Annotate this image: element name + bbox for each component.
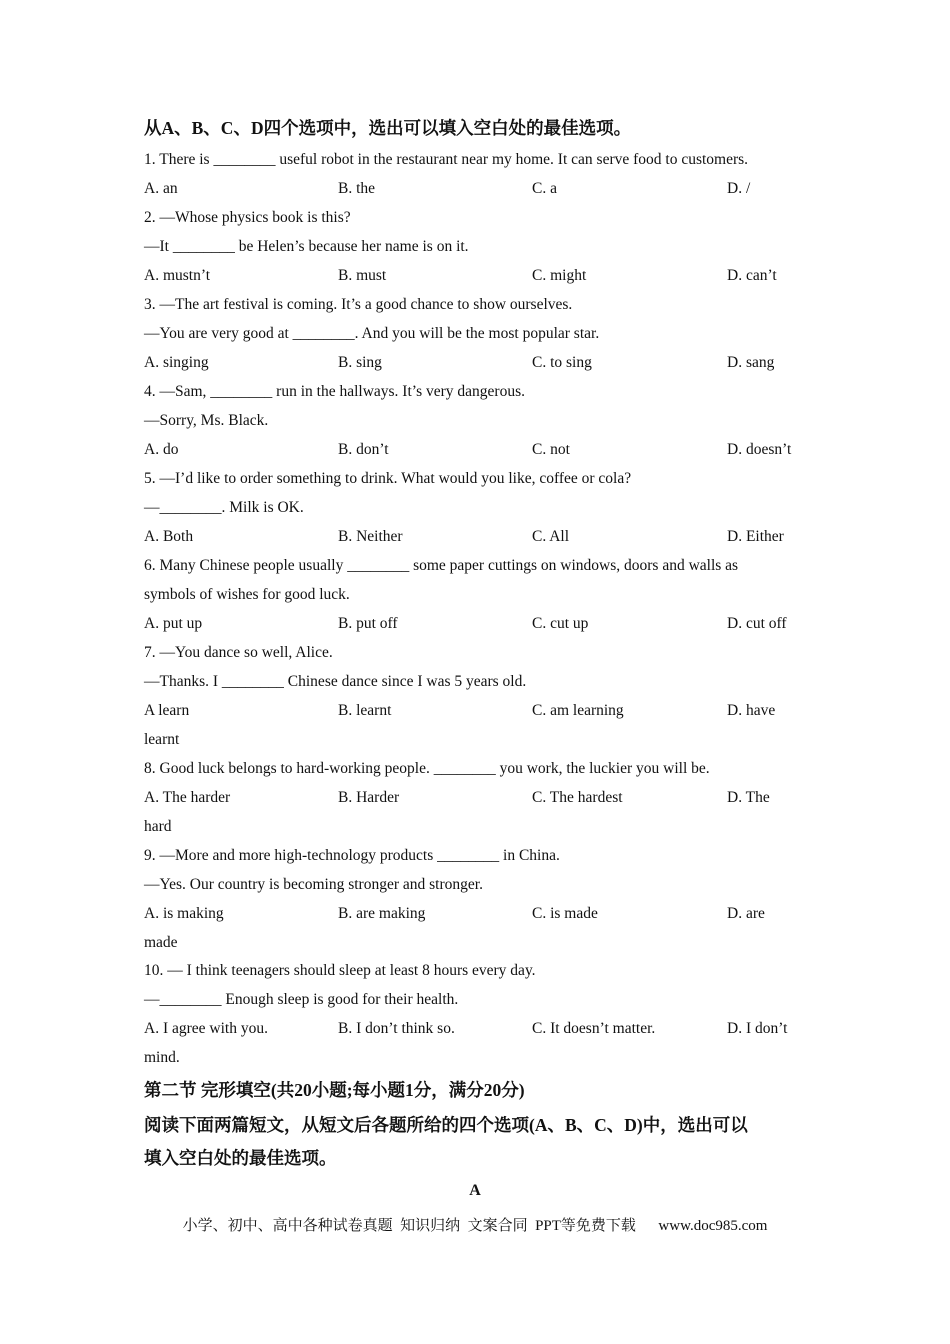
q5-option-b: B. Neither <box>338 528 403 545</box>
q1-option-b: B. the <box>338 180 376 197</box>
q6-option-a: A. put up <box>144 615 203 632</box>
q10-option-c: C. It doesn’t matter. <box>532 1020 656 1037</box>
q4-option-a: A. do <box>144 441 179 458</box>
q10-option-b: B. I don’t think so. <box>338 1020 455 1037</box>
question-5-line-1: 5. —I’d like to order something to drink. What would you like, coffee or cola? <box>144 470 632 487</box>
q9-option-b: B. are making <box>338 905 426 922</box>
q1-option-a: A. an <box>144 180 178 197</box>
q9-option-d: D. are <box>727 905 765 922</box>
q2-option-d: D. can’t <box>727 267 777 284</box>
question-2-line-1: 2. —Whose physics book is this? <box>144 209 351 226</box>
q3-option-b: B. sing <box>338 354 382 371</box>
question-7-line-2: —Thanks. I ________ Chinese dance since I was 5 years old. <box>144 673 527 690</box>
question-3-line-1: 3. —The art festival is coming. It’s a good chance to show ourselves. <box>144 296 573 313</box>
section-2-instruction-line-1: 阅读下面两篇短文，从短文后各题所给的四个选项(A、B、C、D)中，选出可以 <box>144 1115 748 1135</box>
q3-option-c: C. to sing <box>532 354 592 371</box>
question-5-line-2: —________. Milk is OK. <box>144 499 304 516</box>
q9-option-a: A. is making <box>144 905 224 922</box>
question-2-line-2: —It ________ be Helen’s because her name is on it. <box>144 238 469 255</box>
question-10-line-2: —________ Enough sleep is good for their health. <box>144 991 459 1008</box>
q5-option-d: D. Either <box>727 528 784 545</box>
q7-option-b: B. learnt <box>338 702 392 719</box>
question-3-line-2: —You are very good at ________. And you will be the most popular star. <box>144 325 600 342</box>
q8-option-c: C. The hardest <box>532 789 623 806</box>
q3-option-d: D. sang <box>727 354 775 371</box>
q10-option-d: D. I don’t <box>727 1020 788 1037</box>
q8-option-a: A. The harder <box>144 789 231 806</box>
q7-option-c: C. am learning <box>532 702 624 719</box>
question-6-line-2: symbols of wishes for good luck. <box>144 586 350 603</box>
question-6-line-1: 6. Many Chinese people usually ________ some paper cuttings on windows, doors and walls as <box>144 557 739 574</box>
question-9-line-1: 9. —More and more high-technology products ________ in China. <box>144 847 560 864</box>
question-10-line-1: 10. — I think teenagers should sleep at least 8 hours every day. <box>144 962 536 979</box>
q2-option-c: C. might <box>532 267 587 284</box>
q8-option-b: B. Harder <box>338 789 400 806</box>
page-footer <box>0 1214 950 1235</box>
section-2-heading: 第二节 完形填空(共20小题;每小题1分，满分20分) <box>144 1080 525 1100</box>
question-7-line-1: 7. —You dance so well, Alice. <box>144 644 333 661</box>
q7-option-a: A learn <box>144 702 190 719</box>
q3-option-a: A. singing <box>144 354 209 371</box>
q7-option-d: D. have <box>727 702 776 719</box>
q6-option-b: B. put off <box>338 615 398 632</box>
q5-option-a: A. Both <box>144 528 194 545</box>
q1-option-d: D. / <box>727 180 751 197</box>
q4-option-d: D. doesn’t <box>727 441 792 458</box>
q5-option-c: C. All <box>532 528 570 545</box>
q2-option-a: A. mustn’t <box>144 267 211 284</box>
question-9-line-2: —Yes. Our country is becoming stronger and stronger. <box>144 876 483 893</box>
q8-option-d: D. The <box>727 789 770 806</box>
question-1-line-1: 1. There is ________ useful robot in the restaurant near my home. It can serve food to customers. <box>144 151 749 168</box>
q10-option-a: A. I agree with you. <box>144 1020 268 1037</box>
question-4-line-1: 4. —Sam, ________ run in the hallways. It’s very dangerous. <box>144 383 525 400</box>
q4-option-c: C. not <box>532 441 570 458</box>
passage-label: A <box>469 1182 481 1199</box>
question-4-line-2: —Sorry, Ms. Black. <box>144 412 269 429</box>
footer-url: www.doc985.com <box>658 1218 768 1234</box>
q7-option-d-wrap: learnt <box>144 731 180 748</box>
q1-option-c: C. a <box>532 180 557 197</box>
q9-option-d-wrap: made <box>144 934 178 951</box>
section-instruction: 从A、B、C、D四个选项中，选出可以填入空白处的最佳选项。 <box>144 118 632 138</box>
q9-option-c: C. is made <box>532 905 598 922</box>
q6-option-d: D. cut off <box>727 615 787 632</box>
q2-option-b: B. must <box>338 267 387 284</box>
q10-option-d-wrap: mind. <box>144 1049 180 1066</box>
q8-option-d-wrap: hard <box>144 818 172 835</box>
q4-option-b: B. don’t <box>338 441 389 458</box>
q6-option-c: C. cut up <box>532 615 589 632</box>
question-8-line-1: 8. Good luck belongs to hard-working people. ________ you work, the luckier you will be. <box>144 760 710 777</box>
section-2-instruction-line-2: 填入空白处的最佳选项。 <box>144 1148 337 1168</box>
footer-text: 小学、初中、高中各种试卷真题 知识归纳 文案合同 PPT等免费下载 <box>182 1218 636 1234</box>
